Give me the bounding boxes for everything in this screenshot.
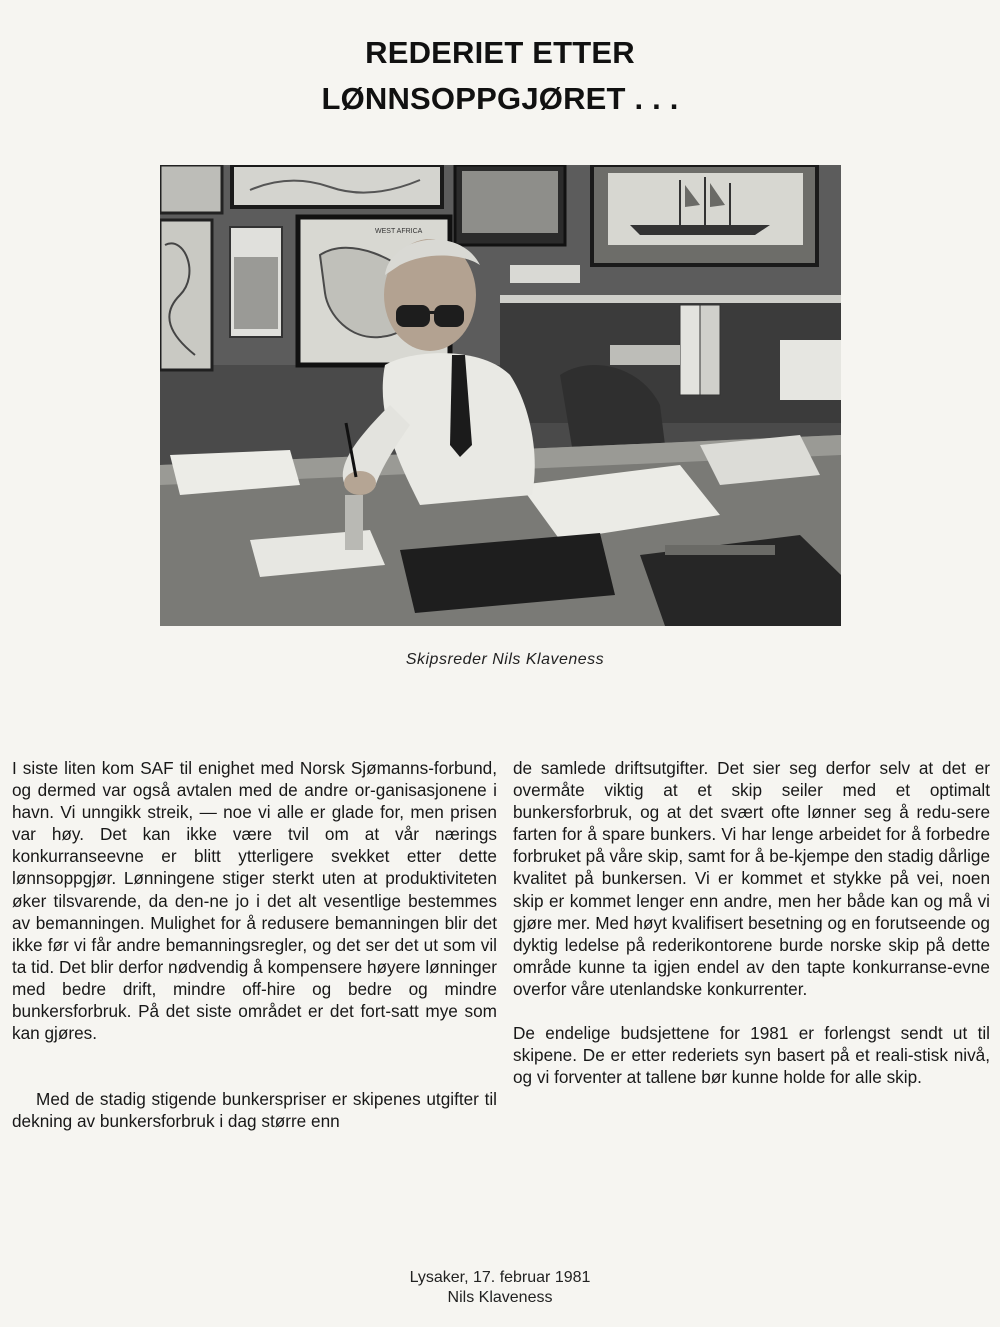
article-column-left	[12, 757, 497, 1132]
signature-block	[0, 1268, 1000, 1308]
paragraph: De endelige budsjettene for 1981 er forlengst sendt ut til skipene. De er etter rederiets syn basert på et reali-stisk nivå, og vi forventer at tallene bør kunne holde for alle skip.	[513, 1023, 990, 1088]
article-column-right	[513, 757, 990, 1088]
title-line-1: REDERIET ETTER	[365, 35, 635, 70]
article-title	[0, 30, 1000, 122]
photo-caption: Skipsreder Nils Klaveness	[405, 651, 605, 668]
paragraph: de samlede driftsutgifter. Det sier seg derfor selv at det er overmåte viktig at et skip seiler med et optimalt bunkersforbruk, og at det svært ofte lønner seg å redu-sere farten for å spare bunkers. Vi har lenge arbeidet for å forbedre forbruket på våre skip, samt for å be-kjempe den stadig dårlige kvalitet på bunkersen. Vi er kommet et stykke på vei, noen skip er kommet lenger enn andre, men her både kan og må vi gjøre mer. Med høyt kvalifisert besetning og en forutseende og dyktig ledelse på rederikontorene burde norske skip på dette område kunne ta igjen endel av den tapte konkurranse-evne overfor våre utenlandske konkurrenter.	[513, 758, 990, 999]
signature-name: Nils Klaveness	[447, 1289, 553, 1306]
paragraph: Med de stadig stigende bunkerspriser er skipenes utgifter til dekning av bunkersforbruk i dag større enn	[12, 1089, 497, 1132]
title-line-2: LØNNSOPPGJØRET . . .	[321, 81, 679, 116]
map-label: WEST AFRICA	[375, 228, 423, 235]
paragraph: I siste liten kom SAF til enighet med Norsk Sjømanns-forbund, og dermed var også avtalen med de andre or-ganisasjonene i havn. Vi unngikk streik, — noe vi alle er glade for, men prisen var høy. Det kan ikke være tvil om at vår nærings konkurranseevne er blitt ytterligere svekket etter dette lønnsoppgjør. Lønningene stiger sterkt uten at produktiviteten øker tilsvarende, da den-ne jo i det alt vesentlige bestemmes av bemanningen. Mulighet for å redusere bemanningen blir det ikke før vi får andre bemanningsregler, og det ser det ut som vil ta tid. Det blir derfor nødvendig å kompensere høyere lønninger med bedre drift, mindre off-hire og bedre og mindre bunkersforbruk. På det siste området er det fort-satt mye som kan gjøres.	[12, 758, 497, 1044]
office-photo	[160, 165, 841, 626]
place-date: Lysaker, 17. februar 1981	[409, 1269, 591, 1286]
